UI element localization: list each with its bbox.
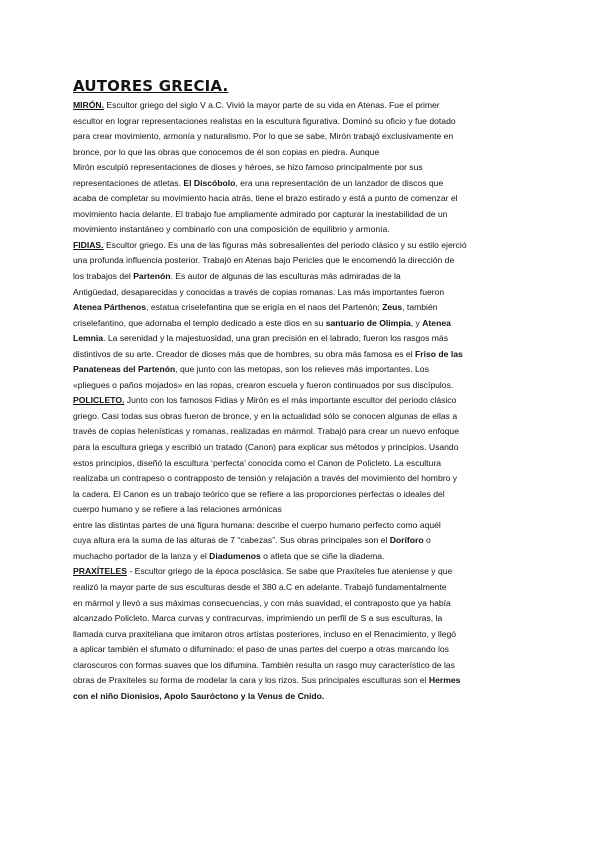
text-run: realizó la mayor parte de sus esculturas desde el 380 a.C en adelante. Trabajó fundamentalmente	[73, 581, 447, 592]
text-run: o	[423, 535, 431, 546]
text-run: estos principios, diseñó la escultura ‘perfecta’ conocida como el Canon de Policleto. La escultura	[73, 457, 441, 468]
text-line	[73, 611, 529, 627]
text-run: llamada curva praxiteliana que imitaron otros artistas posteriores, incluso en el Renacimiento, y llegó	[73, 628, 457, 639]
text-line	[73, 409, 529, 425]
text-run: representaciones de atletas.	[73, 177, 184, 188]
text-line	[73, 238, 529, 254]
text-line	[73, 564, 529, 580]
text-line	[73, 176, 529, 192]
text-line	[73, 689, 529, 705]
text-line	[73, 285, 529, 301]
text-run: distintivos de su arte. Creador de dioses más que de hombres, su obra más famosa es el	[73, 348, 416, 359]
text-line	[73, 191, 529, 207]
text-run: para crear movimiento, armonía y naturalismo. Por lo que se sabe, Mirón trabajó exclusivamente en	[73, 131, 454, 142]
text-line	[73, 502, 529, 518]
heading-policleto: POLICLETO.	[73, 395, 125, 406]
bold-text: Friso de las	[415, 348, 463, 359]
text-line	[73, 347, 529, 363]
text-run: acaba de completar su movimiento hacia atrás, tiene el brazo estirado y está a punto de comenzar el	[73, 193, 458, 204]
text-line	[73, 114, 529, 130]
text-run: Junto con los famosos Fidias y Mirón es el más importante escultor del periodo clásico	[124, 395, 457, 406]
text-run: claroscuros con formas suaves que los difumina. También resulta un rasgo muy característico de las	[73, 659, 455, 670]
text-run: escultor en lograr representaciones realistas en la escultura figurativa. Dominó su oficio y fue dotado	[73, 115, 456, 126]
text-line	[73, 207, 529, 223]
text-line	[73, 145, 529, 161]
heading-miron: MIRÓN.	[73, 100, 105, 110]
text-line	[73, 580, 529, 596]
bold-text: santuario de Olimpia	[325, 317, 411, 328]
text-line	[73, 642, 529, 658]
text-run: , también	[402, 302, 438, 313]
text-run: «pliegues o paños mojados» en las ropas, crearon escuela y fueron continuados por sus discípulos.	[73, 379, 454, 390]
text-run: , estatua criselefantina que se erigía en el naos del Partenón;	[146, 302, 383, 313]
text-run: o atleta que se ciñe la diadema.	[260, 550, 385, 561]
page-title: AUTORES GRECIA.	[73, 77, 229, 95]
text-run: entre las distintas partes de una figura humana: describe el cuerpo humano perfecto como aquél	[73, 519, 441, 530]
text-line	[73, 471, 529, 487]
text-run: en mármol y llevó a sus máximas consecuencias, y con más suavidad, el contraposto que ya había	[73, 597, 451, 608]
bold-text: Atenea Párthenos	[73, 302, 147, 313]
text-line	[73, 487, 529, 503]
text-run: Escultor griego. Es una de las figuras más sobresalientes del periodo clásico y su estilo ejerció	[103, 239, 467, 250]
text-run: cuya altura era la suma de las alturas de 7 “cabezas”. Sus obras principales son el	[73, 535, 390, 546]
text-run: para la escultura griega y escribió un tratado (Canon) para explicar sus métodos y principios. Usando	[73, 442, 459, 453]
text-line	[73, 440, 529, 456]
text-run: alcanzado Policleto. Marca curvas y contracurvas, imprimiendo un perfil de S a sus esculturas, la	[73, 613, 443, 624]
bold-text: Partenón	[133, 271, 171, 282]
text-run: , y	[410, 317, 423, 328]
text-run: Escultor griego del siglo V a.C. Vivió la mayor parte de su vida en Atenas. Fue el primer	[104, 100, 440, 110]
bold-text: Lemnia	[73, 333, 104, 344]
text-run: Mirón esculpió representaciones de dioses y héroes, se hizo famoso principalmente por sus	[73, 162, 423, 173]
bold-text: con el niño Dionisios, Apolo Sauróctono y la Venus de Cnido.	[73, 690, 325, 701]
text-line	[73, 316, 529, 332]
text-run: bronce, por lo que las obras que conocemos de él son copias en piedra. Aunque	[73, 146, 380, 157]
text-run: muchacho portador de la lanza y el	[73, 550, 210, 561]
text-line	[73, 160, 529, 176]
text-run: criselefantino, que adornaba el templo dedicado a este dios en su	[73, 317, 326, 328]
text-run: través de copias helenísticas y romanas, realizadas en mármol. Trabajó para crear un nuevo enfoque	[73, 426, 459, 437]
text-run: a aplicar también el sfumato o difuminado: el paso de unas partes del cuerpo a otras marcando los	[73, 644, 449, 655]
document-body	[73, 98, 529, 704]
text-run: movimiento hacia delante. El trabajo fue ampliamente admirado por capturar la inestabilidad de un	[73, 208, 448, 219]
text-run: la cadera. El Canon es un trabajo teórico que se refiere a las proporciones perfectas o ideales del	[73, 488, 445, 499]
text-line	[73, 269, 529, 285]
text-line	[73, 533, 529, 549]
text-line	[73, 222, 529, 238]
heading-fidias: FIDIAS.	[73, 239, 104, 250]
text-line	[73, 518, 529, 534]
text-line	[73, 549, 529, 565]
text-line	[73, 456, 529, 472]
text-run: , que junto con las metopas, son los relieves más importantes. Los	[175, 364, 429, 375]
bold-text: Hermes	[428, 675, 461, 686]
text-line	[73, 129, 529, 145]
heading-praxiteles: PRAXÍTELES	[73, 566, 127, 577]
text-run: , era una representación de un lanzador de discos que	[235, 177, 444, 188]
text-run: cuerpo humano y se refiere a las relaciones armónicas	[73, 504, 282, 515]
bold-text: El Discóbolo	[183, 177, 236, 188]
text-line	[73, 98, 529, 114]
text-run: . Es autor de algunas de las esculturas más admiradas de la	[170, 271, 401, 282]
bold-text: Doríforo	[389, 535, 424, 546]
bold-text: Panateneas del Partenón	[73, 364, 176, 375]
text-line	[73, 300, 529, 316]
text-line	[73, 627, 529, 643]
text-line	[73, 378, 529, 394]
text-run: movimiento instantáneo y combinarlo con una composición de equilibrio y armonía.	[73, 224, 390, 235]
bold-text: Zeus	[382, 302, 403, 313]
bold-text: Atenea	[422, 317, 451, 328]
text-run: . La serenidad y la majestuosidad, una gran precisión en el labrado, fueron los rasgos más	[103, 333, 449, 344]
text-run: realizaba un contrapeso o contrapposto de tensión y relajación a través del movimiento del hombro y	[73, 473, 458, 484]
text-run: Antigüedad, desaparecidas y conocidas a través de copias romanas. Las más importantes fueron	[73, 286, 445, 297]
text-line	[73, 393, 529, 409]
bold-text: Diadumenos	[209, 550, 261, 561]
text-run: una profunda influencia posterior. Trabajó en Atenas bajo Pericles que le encomendó la dirección de	[73, 255, 455, 266]
text-line	[73, 331, 529, 347]
text-run: los trabajos del	[73, 271, 134, 282]
text-run: obras de Praxiteles su forma de modelar la cara y los rizos. Sus principales esculturas son el	[73, 675, 429, 686]
text-run: - Escultor griego de la época posclásica. Se sabe que Praxíteles fue ateniense y que	[126, 566, 453, 577]
text-run: griego. Casi todas sus obras fueron de bronce, y en la actualidad sólo se conocen algunas de ellas a	[73, 410, 458, 421]
text-line	[73, 658, 529, 674]
text-line	[73, 424, 529, 440]
text-line	[73, 362, 529, 378]
text-line	[73, 673, 529, 689]
text-line	[73, 596, 529, 612]
text-line	[73, 253, 529, 269]
